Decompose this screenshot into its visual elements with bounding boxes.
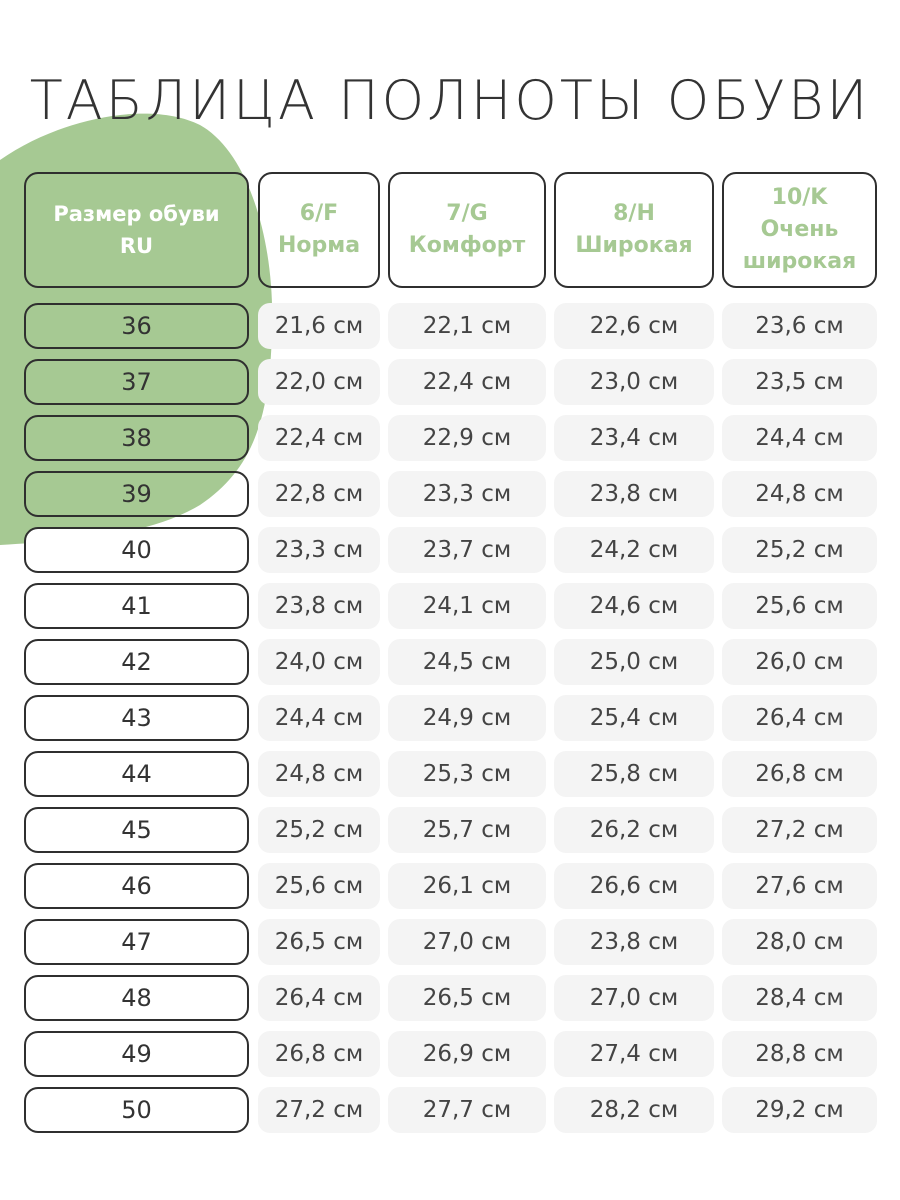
- value-cell: 22,4 см: [258, 415, 380, 461]
- value-cell: 22,0 см: [258, 359, 380, 405]
- value-cell: 22,6 см: [554, 303, 714, 349]
- value-cell: 23,5 см: [722, 359, 877, 405]
- value-cell: 26,8 см: [722, 751, 877, 797]
- value-cell: 27,6 см: [722, 863, 877, 909]
- value-cell: 25,0 см: [554, 639, 714, 685]
- value-cell: 24,8 см: [722, 471, 877, 517]
- size-cell: 38: [24, 415, 249, 461]
- value-cell: 26,1 см: [388, 863, 546, 909]
- value-cell: 24,4 см: [722, 415, 877, 461]
- value-cell: 26,9 см: [388, 1031, 546, 1077]
- value-cell: 24,4 см: [258, 695, 380, 741]
- size-cell: 46: [24, 863, 249, 909]
- header-8h-shirokaya: 8/H Широкая: [554, 172, 714, 288]
- size-cell: 47: [24, 919, 249, 965]
- value-cell: 24,9 см: [388, 695, 546, 741]
- value-cell: 27,7 см: [388, 1087, 546, 1133]
- header-7g-komfort: 7/G Комфорт: [388, 172, 546, 288]
- value-cell: 29,2 см: [722, 1087, 877, 1133]
- size-cell: 44: [24, 751, 249, 797]
- value-cell: 25,2 см: [722, 527, 877, 573]
- header-10k-ochen-shirokaya: 10/K Очень широкая: [722, 172, 877, 288]
- value-cell: 24,5 см: [388, 639, 546, 685]
- value-cell: 25,6 см: [722, 583, 877, 629]
- value-cell: 24,0 см: [258, 639, 380, 685]
- header-size-ru: Размер обуви RU: [24, 172, 249, 288]
- value-cell: 23,3 см: [388, 471, 546, 517]
- value-cell: 27,2 см: [722, 807, 877, 853]
- value-cell: 22,9 см: [388, 415, 546, 461]
- size-cell: 43: [24, 695, 249, 741]
- value-cell: 26,2 см: [554, 807, 714, 853]
- value-cell: 28,8 см: [722, 1031, 877, 1077]
- value-cell: 27,4 см: [554, 1031, 714, 1077]
- value-cell: 27,0 см: [554, 975, 714, 1021]
- size-cell: 45: [24, 807, 249, 853]
- value-cell: 23,7 см: [388, 527, 546, 573]
- value-cell: 23,8 см: [554, 471, 714, 517]
- value-cell: 27,0 см: [388, 919, 546, 965]
- value-cell: 24,8 см: [258, 751, 380, 797]
- size-cell: 42: [24, 639, 249, 685]
- value-cell: 27,2 см: [258, 1087, 380, 1133]
- value-cell: 24,6 см: [554, 583, 714, 629]
- size-cell: 37: [24, 359, 249, 405]
- value-cell: 23,6 см: [722, 303, 877, 349]
- value-cell: 25,4 см: [554, 695, 714, 741]
- value-cell: 25,6 см: [258, 863, 380, 909]
- value-cell: 26,4 см: [258, 975, 380, 1021]
- value-cell: 26,0 см: [722, 639, 877, 685]
- value-cell: 25,7 см: [388, 807, 546, 853]
- value-cell: 25,2 см: [258, 807, 380, 853]
- value-cell: 24,2 см: [554, 527, 714, 573]
- size-cell: 49: [24, 1031, 249, 1077]
- value-cell: 23,8 см: [554, 919, 714, 965]
- size-cell: 36: [24, 303, 249, 349]
- value-cell: 22,1 см: [388, 303, 546, 349]
- value-cell: 28,4 см: [722, 975, 877, 1021]
- size-cell: 48: [24, 975, 249, 1021]
- value-cell: 26,6 см: [554, 863, 714, 909]
- value-cell: 23,4 см: [554, 415, 714, 461]
- header-6f-norma: 6/F Норма: [258, 172, 380, 288]
- value-cell: 24,1 см: [388, 583, 546, 629]
- value-cell: 22,4 см: [388, 359, 546, 405]
- value-cell: 23,0 см: [554, 359, 714, 405]
- value-cell: 23,8 см: [258, 583, 380, 629]
- size-cell: 39: [24, 471, 249, 517]
- value-cell: 26,5 см: [258, 919, 380, 965]
- value-cell: 25,8 см: [554, 751, 714, 797]
- value-cell: 28,0 см: [722, 919, 877, 965]
- size-cell: 50: [24, 1087, 249, 1133]
- value-cell: 26,8 см: [258, 1031, 380, 1077]
- value-cell: 22,8 см: [258, 471, 380, 517]
- value-cell: 25,3 см: [388, 751, 546, 797]
- size-cell: 41: [24, 583, 249, 629]
- page-title: ТАБЛИЦА ПОЛНОТЫ ОБУВИ: [29, 69, 871, 132]
- value-cell: 23,3 см: [258, 527, 380, 573]
- value-cell: 26,4 см: [722, 695, 877, 741]
- value-cell: 28,2 см: [554, 1087, 714, 1133]
- value-cell: 21,6 см: [258, 303, 380, 349]
- value-cell: 26,5 см: [388, 975, 546, 1021]
- size-cell: 40: [24, 527, 249, 573]
